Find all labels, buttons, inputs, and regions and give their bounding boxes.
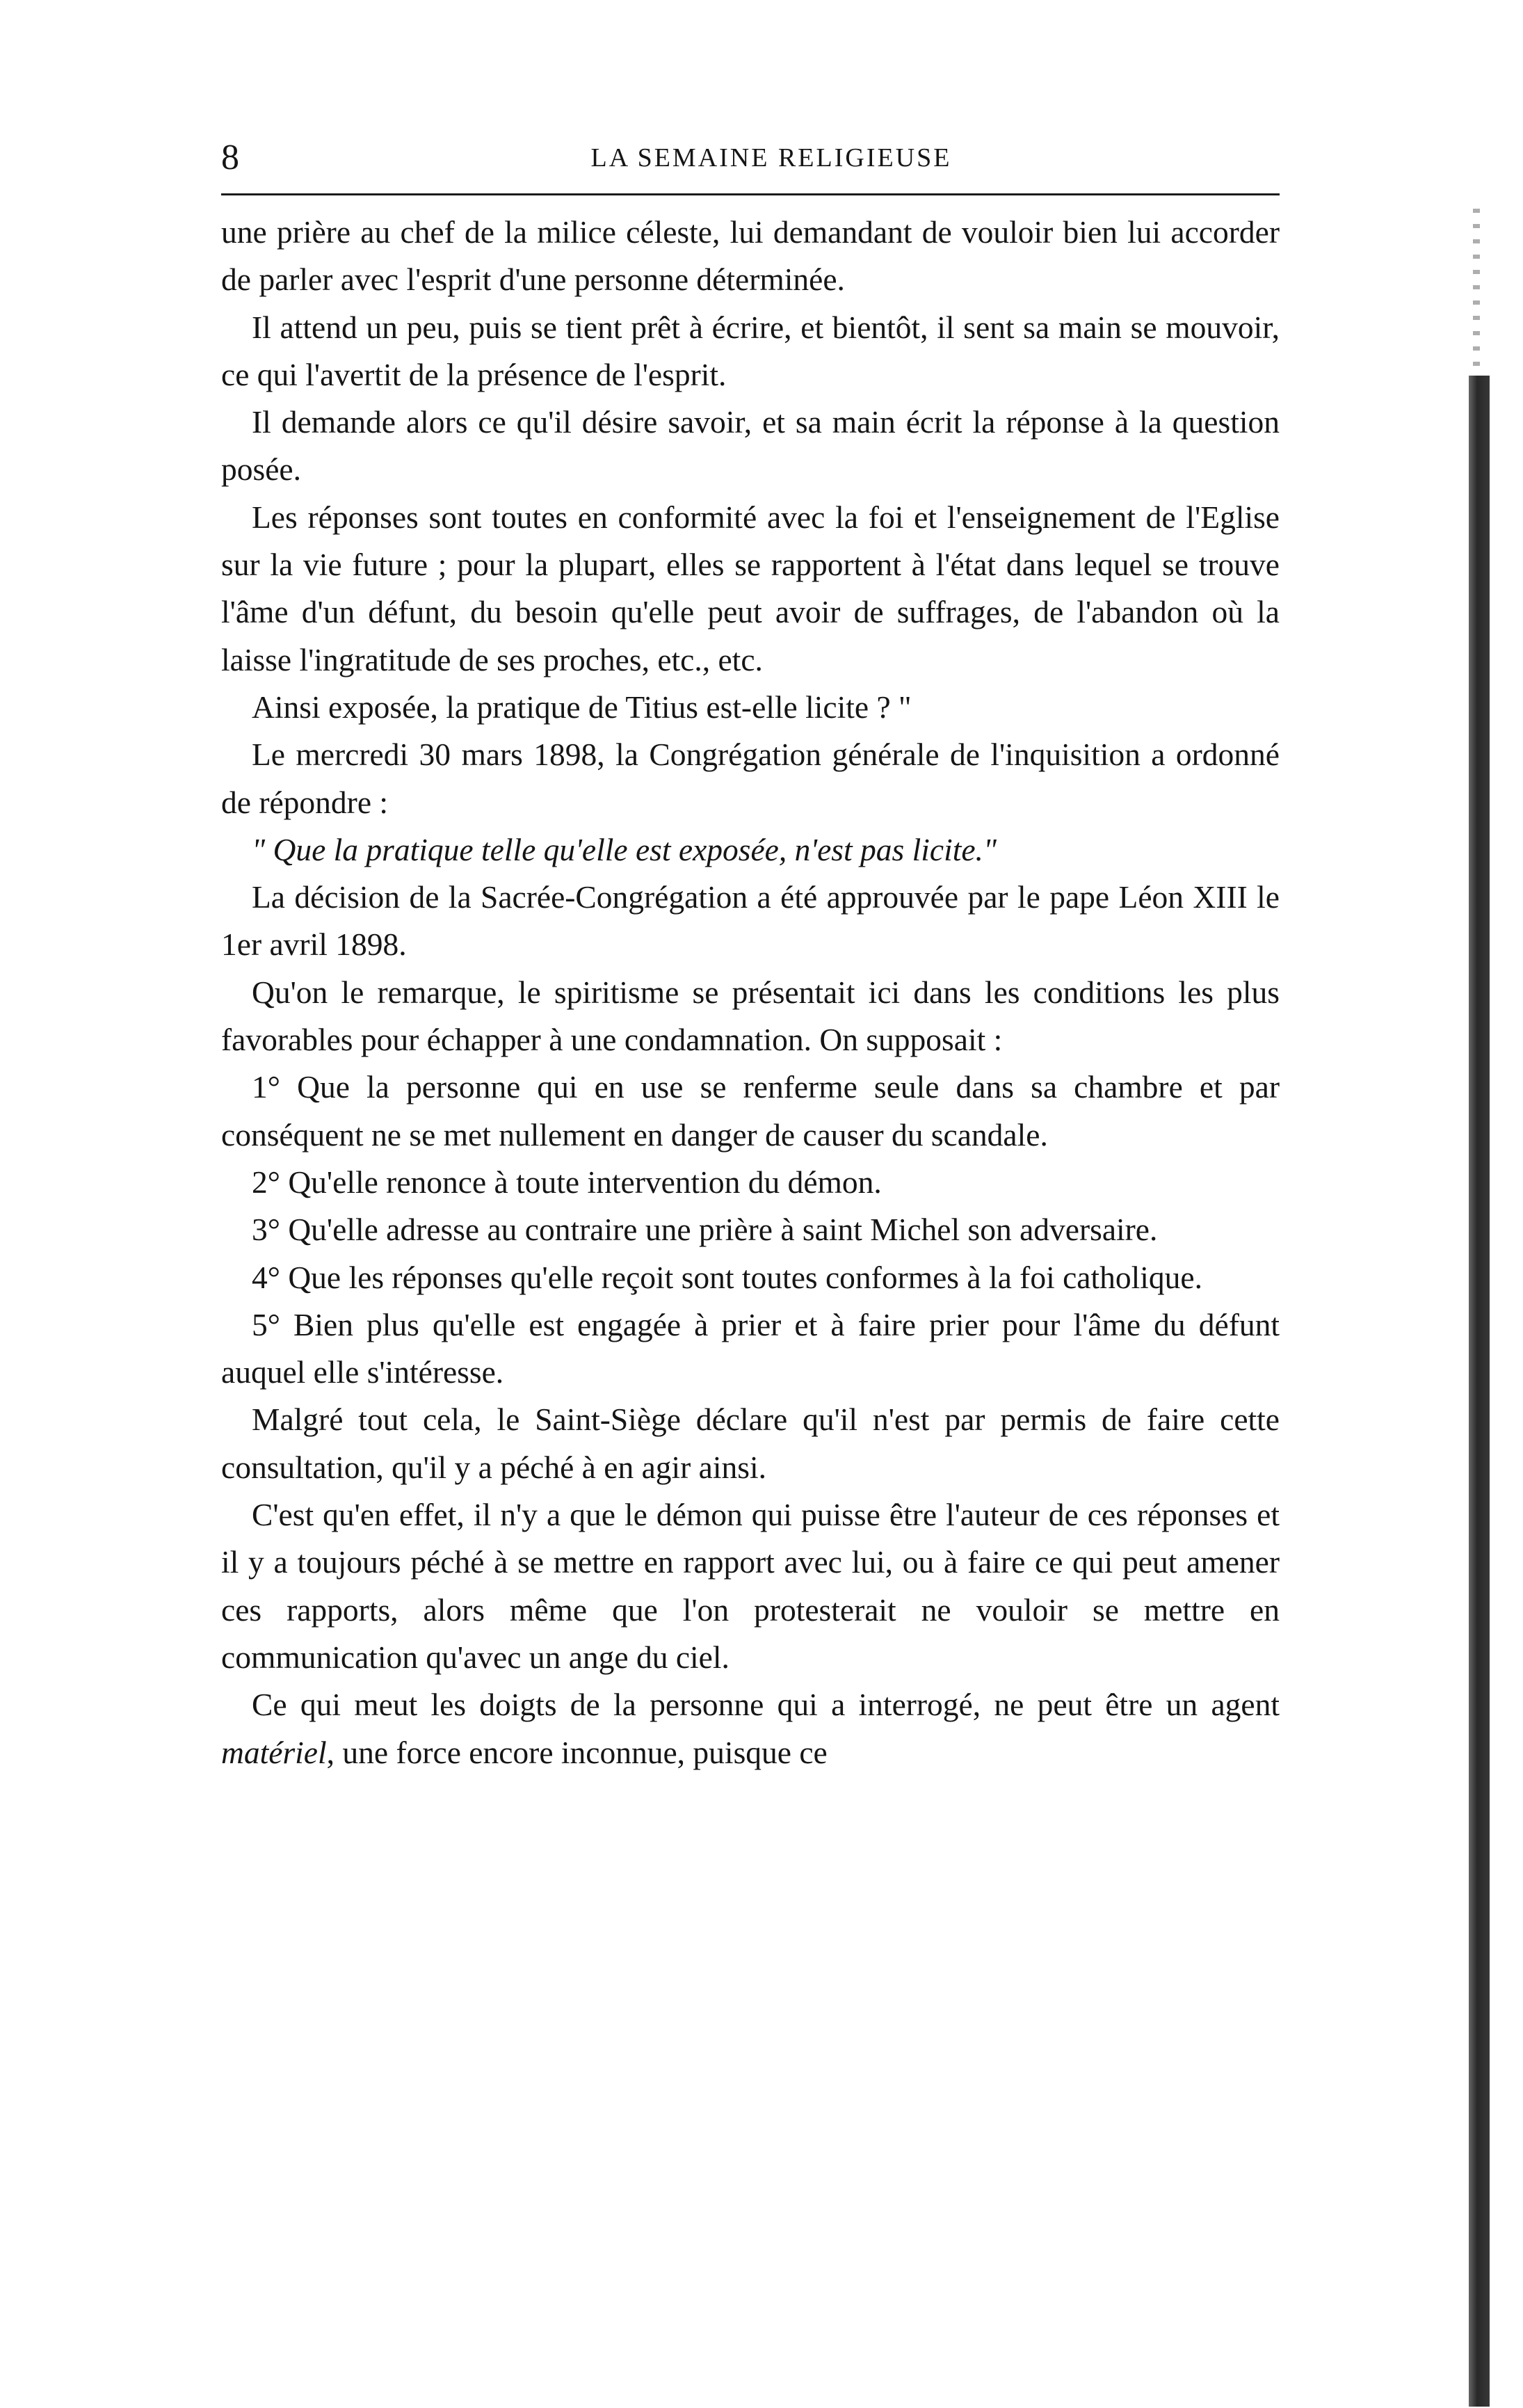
header-rule bbox=[221, 193, 1280, 195]
paragraph: Il demande alors ce qu'il désire savoir, et sa main écrit la réponse à la question posée. bbox=[221, 404, 1280, 488]
list-item: 5° Bien plus qu'elle est engagée à prier et à faire prier pour l'âme du défunt auquel elle s'intéresse. bbox=[221, 1306, 1280, 1390]
paragraph-last bbox=[221, 1681, 1280, 1776]
page-number: 8 bbox=[221, 138, 239, 177]
paragraph: La décision de la Sacrée-Congrégation a été approuvée par le pape Léon XIII le 1er avril 1898. bbox=[221, 879, 1280, 963]
paragraph: une prière au chef de la milice céleste, lui demandant de vouloir bien lui accorder de parler avec l'esprit d'une personne déterminée. bbox=[221, 214, 1280, 298]
paragraph: Qu'on le remarque, le spiritisme se présentait ici dans les conditions les plus favorables pour échapper à une condamnation. On supposait : bbox=[221, 974, 1280, 1058]
quoted-decision: " Que la pratique telle qu'elle est exposée, n'est pas licite." bbox=[252, 831, 997, 867]
emphasis: matériel bbox=[221, 1734, 327, 1770]
text-run: , une force encore inconnue, puisque ce bbox=[326, 1734, 828, 1770]
text-run: Ce qui meut les doigts de la personne qui a interrogé, ne peut être un agent bbox=[252, 1687, 1280, 1723]
page-edge-shadow bbox=[1469, 376, 1490, 2407]
paragraph: Ainsi exposée, la pratique de Titius est-elle licite ? " bbox=[252, 689, 912, 725]
list-item: 1° Que la personne qui en use se renferme seule dans sa chambre et par conséquent ne se met nullement en danger de causer du scandale. bbox=[221, 1069, 1280, 1153]
list-item: 2° Qu'elle renonce à toute intervention du démon. bbox=[252, 1164, 882, 1200]
page-edge-shadow-top bbox=[1473, 209, 1480, 376]
paragraph: Il attend un peu, puis se tient prêt à écrire, et bientôt, il sent sa main se mouvoir, ce qui l'avertit de la présence de l'esprit. bbox=[221, 309, 1280, 392]
paragraph: Le mercredi 30 mars 1898, la Congrégation générale de l'inquisition a ordonné de répondre : bbox=[221, 737, 1280, 820]
body-text bbox=[221, 209, 1280, 1776]
list-item: 3° Qu'elle adresse au contraire une prière à saint Michel son adversaire. bbox=[252, 1212, 1158, 1248]
paragraph: C'est qu'en effet, il n'y a que le démon qui puisse être l'auteur de ces réponses et il y a toujours péché à se mettre en rapport avec lui, ou à faire ce qui peut amener ces rapports, alors même que l'on protesterait ne vouloir se mettre en communication qu'avec un ange du ciel. bbox=[221, 1497, 1280, 1675]
list-item: 4° Que les réponses qu'elle reçoit sont toutes conformes à la foi catholique. bbox=[252, 1259, 1202, 1295]
page-header bbox=[221, 134, 1280, 182]
running-title: LA SEMAINE RELIGIEUSE bbox=[590, 143, 952, 172]
paragraph: Malgré tout cela, le Saint-Siège déclare qu'il n'est par permis de faire cette consultation, qu'il y a péché à en agir ainsi. bbox=[221, 1402, 1280, 1485]
paragraph: Les réponses sont toutes en conformité avec la foi et l'enseignement de l'Eglise sur la vie future ; pour la plupart, elles se rapportent à l'état dans lequel se trouve l'âme d'un défunt, du besoin qu'elle peut avoir de suffrages, de l'abandon où la laisse l'ingratitude de ses proches, etc., etc. bbox=[221, 499, 1280, 677]
